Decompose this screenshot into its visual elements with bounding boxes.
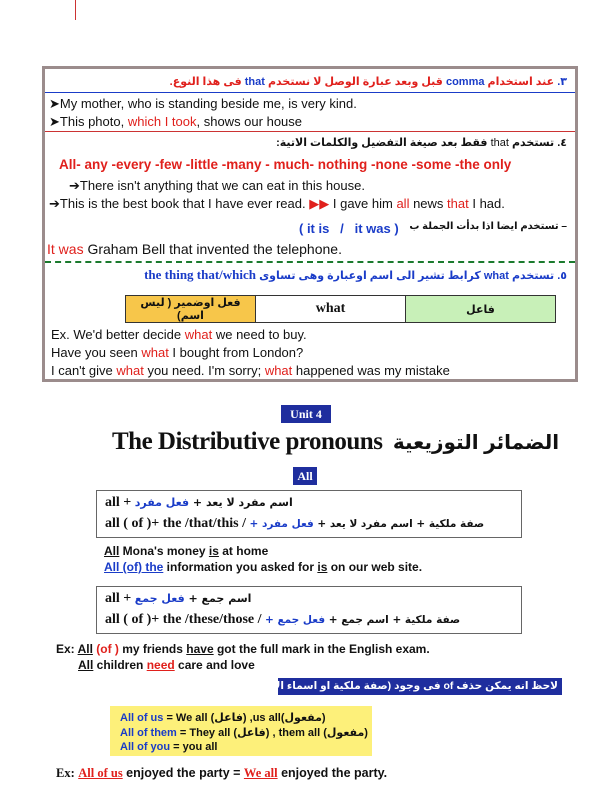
rule3-number: ٣. [557, 76, 567, 88]
rule5-example-1: Ex. We'd better decide what we need to buy. [51, 327, 307, 342]
plural-rule-box [96, 586, 522, 634]
unit-badge: Unit 4 [281, 405, 331, 423]
singular-line-2: all ( of )+ the /that/this / صفة ملكية + اسم مفرد لا يعد + فعل مفرد + [105, 516, 485, 531]
plural-line-1: all + اسم جمع + فعل جمع [105, 591, 252, 606]
rule4-example-2: ➔This is the best book that I have ever read. ▶▶ I gave him all news that I had. [49, 196, 505, 211]
rule3-ar-a: عند استخدام [487, 76, 555, 88]
arrow-icon: ➔ [49, 196, 60, 211]
pronoun-row-them: All of them = They all (فاعل) , them all (مفعول) [120, 727, 368, 739]
singular-rule-box [96, 490, 522, 538]
cell-what: what [256, 296, 406, 323]
rule4-header: ٤. تستخدم that فقط بعد صيغة التفضيل والكلمات الاتية: [276, 137, 567, 149]
title-english: The Distributive pronouns [112, 428, 383, 455]
rules-box [42, 66, 578, 382]
rule4-word-list: All- any -every -few -little -many - much- nothing -none -some -the only [59, 157, 512, 172]
plural-example-2: All children need care and love [78, 658, 255, 672]
cell-subject: فاعل [406, 296, 556, 323]
arrow-icon: ➔ [69, 178, 80, 193]
singular-example-2: All (of) the information you asked for is on our web site. [104, 560, 423, 574]
singular-example-1: All Mona's money is at home [104, 544, 269, 558]
arrow-icon: ➤ [49, 114, 60, 129]
page-title [112, 428, 560, 456]
rule4-example-3: It was Graham Bell that invented the telephone. [47, 241, 342, 257]
rule3-that: that [244, 76, 265, 88]
double-arrow-icon: ▶▶ [309, 196, 330, 211]
rule3-example-2: ➤This photo, which I took, shows our house [49, 114, 303, 129]
rule5-example-2: Have you seen what I bought from London? [51, 345, 304, 360]
pronoun-row-you: All of you = you all [120, 741, 218, 753]
plural-example-1: Ex: All (of ) my friends have got the full mark in the English exam. [56, 642, 430, 656]
rule3-comma: comma [445, 76, 485, 88]
rule4-also-note: – تستخدم ايضا اذا بدأت الجملة ب [409, 221, 567, 232]
cell-verb-or-pronoun: فعل اوضمير ( ليس اسم) [126, 296, 256, 323]
rule3-header [170, 75, 567, 88]
rule4-example-1: ➔There isn't anything that we can eat in this house. [69, 178, 365, 193]
rule4-it-is-it-was: ( it is / it was ) [299, 221, 399, 236]
rule3-ar-c: فى هذا النوع. [169, 76, 242, 88]
pronoun-row-us: All of us = We all (فاعل) ,us all(مفعول) [120, 712, 326, 724]
rule5-header: ٥. تستخدم what كرابط تشير الى اسم اوعبارة وهى تساوى the thing that/which [144, 267, 567, 282]
rule3-example-1: ➤My mother, who is standing beside me, is very kind. [49, 96, 357, 111]
what-structure-table [125, 295, 556, 323]
rule5-example-3: I can't give what you need. I'm sorry; what happened was my mistake [51, 363, 450, 378]
final-example: Ex: All of us enjoyed the party = We all enjoyed the party. [56, 766, 388, 780]
all-badge: All [293, 467, 317, 485]
title-arabic: الضمائر التوزيعية [392, 432, 560, 454]
arrow-icon: ➤ [49, 96, 60, 111]
singular-line-1: all + اسم مفرد لا يعد + فعل مفرد [105, 495, 293, 510]
note-banner: لاحظ انه يمكن حذف of فى وجود (صفة ملكية او اسماء الاشارة او the) [278, 678, 562, 695]
pronoun-box [110, 706, 372, 756]
plural-line-2: all ( of )+ the /these/those / صفة ملكية + اسم جمع + فعل جمع + [105, 612, 461, 627]
margin-tick [75, 0, 76, 20]
rule3-ar-b: قبل وبعد عبارة الوصل لا نستخدم [268, 76, 443, 88]
